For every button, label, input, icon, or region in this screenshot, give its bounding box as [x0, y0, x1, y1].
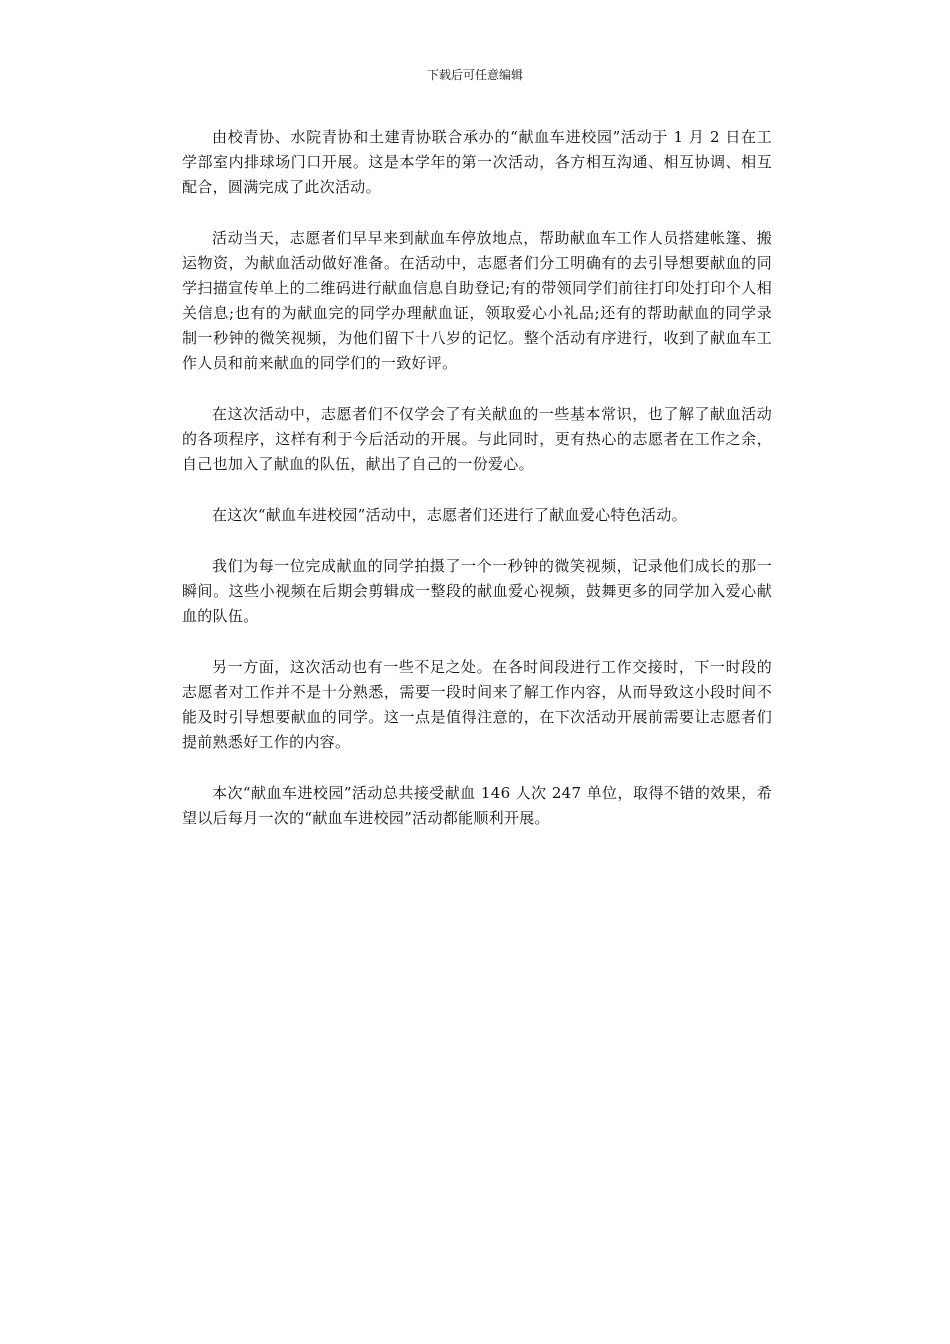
- paragraph-video: 我们为每一位完成献血的同学拍摄了一个一秒钟的微笑视频，记录他们成长的那一瞬间。这些小视频在后期会剪辑成一整段的献血爱心视频，鼓舞更多的同学加入爱心献血的队伍。: [182, 557, 772, 625]
- header-note: 下载后可任意编辑: [426, 68, 523, 82]
- paragraph-special-activity: 在这次“献血车进校园”活动中，志愿者们还进行了献血爱心特色活动。: [212, 506, 687, 524]
- paragraph-activity-day: 活动当天，志愿者们早早来到献血车停放地点，帮助献血车工作人员搭建帐篷、搬运物资，为献血活动做好准备。在活动中，志愿者们分工明确有的去引导想要献血的同学扫描宣传单上的二维码进行献血信息自助登记;有的带领同学们前往打印处打印个人相关信息;也有的为献血完的同学办理献血证，领取爱心小礼品;还有的帮助献血的同学录制一秒钟的微笑视频，为他们留下十八岁的记忆。整个活动有序进行，收到了献血车工作人员和前来献血的同学们的一致好评。: [182, 229, 772, 372]
- document-body: [182, 125, 772, 857]
- paragraph-learning: 在这次活动中，志愿者们不仅学会了有关献血的一些基本常识，也了解了献血活动的各项程序，这样有利于今后活动的开展。与此同时，更有热心的志愿者在工作之余，自己也加入了献血的队伍，献出了自己的一份爱心。: [182, 405, 772, 473]
- paragraph-summary: 本次“献血车进校园”活动总共接受献血 146 人次 247 单位，取得不错的效果，希望以后每月一次的“献血车进校园”活动都能顺利开展。: [182, 784, 772, 827]
- paragraph-shortcomings: 另一方面，这次活动也有一些不足之处。在各时间段进行工作交接时，下一时段的志愿者对工作并不是十分熟悉，需要一段时间来了解工作内容，从而导致这小段时间不能及时引导想要献血的同学。这一点是值得注意的，在下次活动开展前需要让志愿者们提前熟悉好工作的内容。: [182, 658, 772, 751]
- paragraph-intro: 由校青协、水院青协和土建青协联合承办的“献血车进校园”活动于 1 月 2 日在工学部室内排球场门口开展。这是本学年的第一次活动，各方相互沟通、相互协调、相互配合，圆满完成了此次活动。: [182, 128, 772, 196]
